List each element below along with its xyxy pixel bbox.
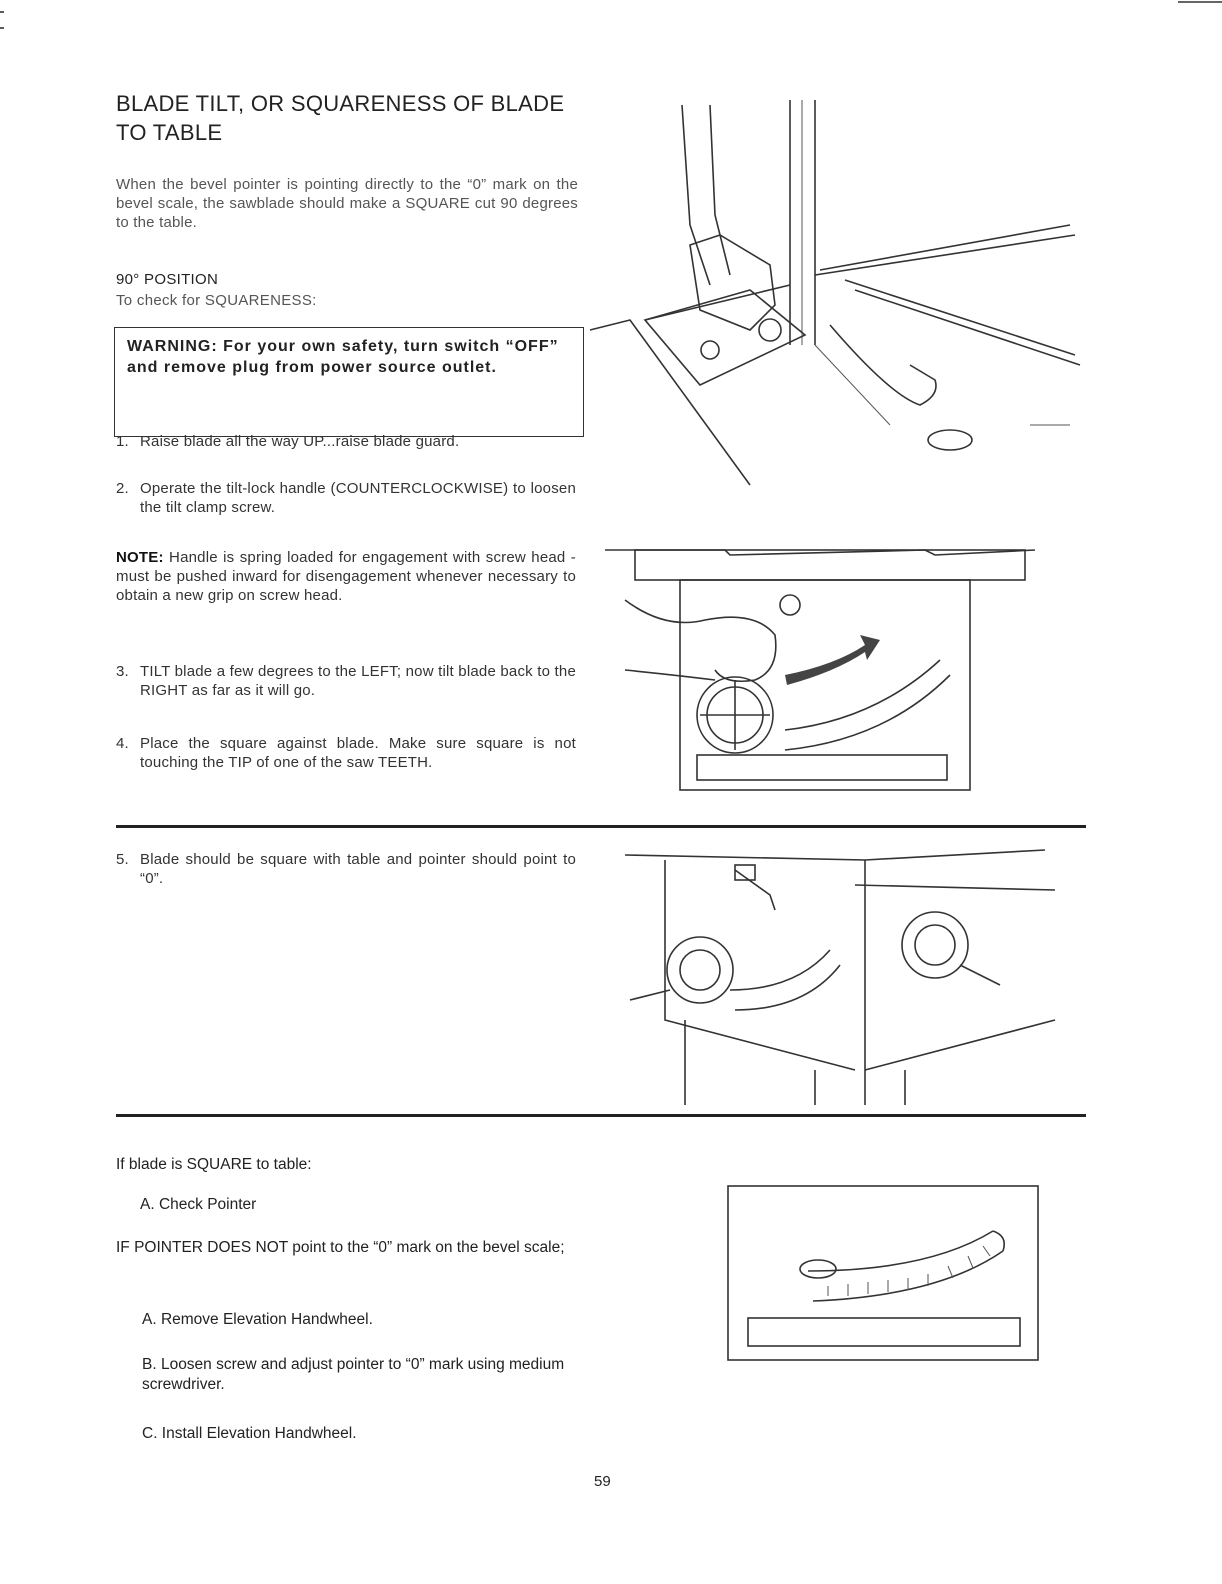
page-title: BLADE TILT, OR SQUARENESS OF BLADE TO TABLE: [116, 91, 565, 145]
note-paragraph: [116, 548, 576, 605]
tilt-lock-illustration: [605, 540, 1045, 800]
not-zero-intro: IF POINTER DOES NOT point to the “0” mark on the bevel scale;: [116, 1239, 565, 1256]
page-number: 59: [594, 1473, 611, 1490]
adjust-step-a: A. Remove Elevation Handwheel.: [142, 1311, 373, 1328]
step-number: 2.: [116, 480, 129, 497]
step-text: Operate the tilt-lock handle (COUNTERCLOCKWISE) to loosen the tilt clamp screw.: [140, 480, 576, 516]
step-text: Place the square against blade. Make sure square is not touching the TIP of one of the saw TEETH.: [140, 735, 576, 771]
step-number: 5.: [116, 851, 129, 868]
step-2: [116, 479, 576, 517]
position-subheading: To check for SQUARENESS:: [116, 292, 317, 309]
square-intro: If blade is SQUARE to table:: [116, 1156, 312, 1173]
step-number: 1.: [116, 433, 129, 450]
intro-paragraph: When the bevel pointer is pointing directly to the “0” mark on the bevel scale, the sawblade should make a SQUARE cut 90 degrees to the table.: [116, 176, 578, 231]
divider-bottom: [116, 1114, 1086, 1117]
note-label: NOTE:: [116, 549, 164, 566]
step-text: TILT blade a few degrees to the LEFT; now tilt blade back to the RIGHT as far as it will go.: [140, 663, 576, 699]
step-3: [116, 662, 576, 700]
step-text: Raise blade all the way UP...raise blade guard.: [140, 433, 460, 450]
step-text: Blade should be square with table and pointer should point to “0”.: [140, 851, 576, 887]
square-action: A. Check Pointer: [140, 1196, 257, 1213]
bevel-scale-illustration: [728, 1186, 1040, 1362]
step-1: [116, 432, 576, 451]
blade-square-illustration: [590, 95, 1090, 495]
crop-marks: [0, 0, 1222, 40]
note-text: Handle is spring loaded for engagement with screw head - must be pushed inward for disengagement whenever necessary to obtain a new grip on screw head.: [116, 549, 576, 604]
adjust-step-c: C. Install Elevation Handwheel.: [142, 1425, 357, 1442]
divider-top: [116, 825, 1086, 828]
warning-box: WARNING: For your own safety, turn switch “OFF” and remove plug from power source outlet.: [114, 327, 584, 437]
position-heading: 90° POSITION: [116, 271, 219, 288]
step-number: 3.: [116, 663, 129, 680]
step-number: 4.: [116, 735, 129, 752]
step-5: [116, 850, 576, 888]
step-4: [116, 734, 576, 772]
saw-cabinet-illustration: [625, 840, 1055, 1110]
adjust-step-b: B. Loosen screw and adjust pointer to “0” mark using medium screwdriver.: [142, 1356, 565, 1393]
